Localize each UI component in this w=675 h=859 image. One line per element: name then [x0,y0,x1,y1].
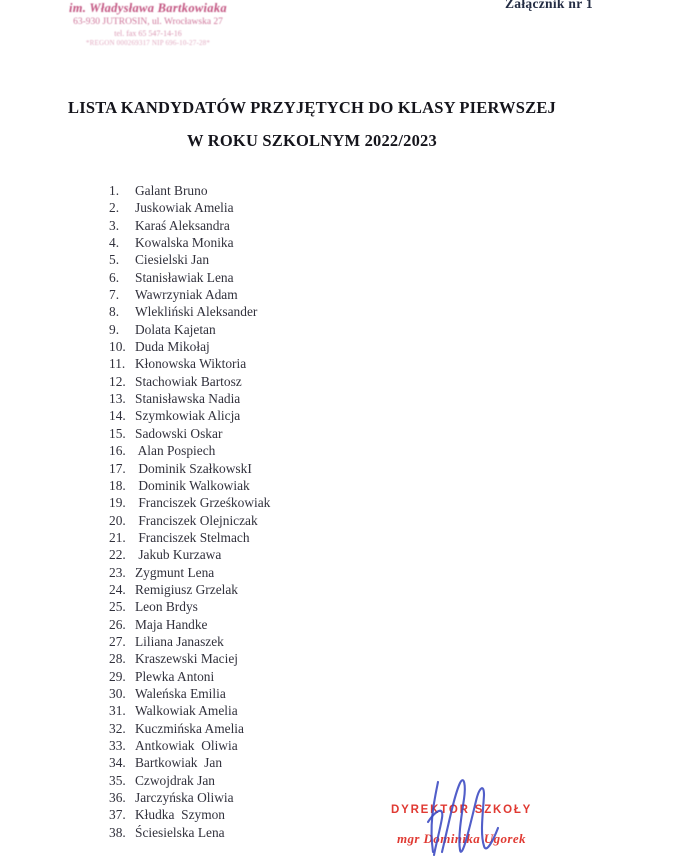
list-item-name: Franciszek Olejniczak [135,512,258,528]
list-item-number: 14. [109,408,126,424]
list-item [109,373,270,390]
list-item-number: 31. [109,703,126,719]
attachment-label: Załącznik nr 1 [505,0,593,11]
handwritten-signature [405,772,515,859]
list-item [109,234,270,251]
list-item-number: 20. [109,512,126,528]
list-item-number: 18. [109,477,126,493]
list-item [109,720,270,737]
list-item-number: 26. [109,616,126,632]
list-item [109,217,270,234]
list-item-name: Karaś Aleksandra [135,217,230,233]
list-item-name: Zygmunt Lena [135,564,215,580]
list-item-name: Ciesielski Jan [135,252,210,268]
list-item-name: Stanisławska Nadia [135,391,241,407]
list-item-number: 25. [109,599,126,615]
list-item-number: 10. [109,339,126,355]
list-item-number: 27. [109,633,126,649]
list-item [109,754,270,771]
list-item-name: Bartkowiak Jan [135,755,223,771]
list-item-number: 12. [109,373,126,389]
list-item [109,668,270,685]
list-item-number: 7. [109,287,120,303]
list-item-name: Kowalska Monika [135,235,234,251]
list-item-number: 19. [109,495,126,511]
document-title-line1: LISTA KANDYDATÓW PRZYJĘTYCH DO KLASY PIERWSZEJ [68,98,556,117]
list-item-name: Dominik SzałkowskI [135,460,252,476]
list-item-name: Wlekliński Aleksander [135,304,258,320]
list-item [109,494,270,511]
list-item [109,199,270,216]
list-item-number: 37. [109,807,126,823]
list-item [109,564,270,581]
list-item [109,685,270,702]
list-item [109,338,270,355]
list-item-number: 32. [109,720,126,736]
list-item-name: Galant Bruno [135,183,208,198]
list-item-number: 29. [109,668,126,684]
list-item-number: 34. [109,755,126,771]
list-item-number: 9. [109,321,120,337]
list-item [109,581,270,598]
school-stamp-phone: tel. fax 65 547-14-16 [114,29,182,39]
list-item-name: Kuczmińska Amelia [135,720,244,736]
list-item [109,251,270,268]
list-item [109,460,270,477]
list-item [109,269,270,286]
list-item-number: 2. [109,200,120,216]
list-item [109,286,270,303]
director-stamp-role: DYREKTOR SZKOŁY [391,804,533,816]
list-item-number: 30. [109,685,126,701]
list-item-name: Remigiusz Grzelak [135,581,238,597]
list-item-number: 16. [109,443,126,459]
director-stamp-name: mgr Dominika Ugorek [397,831,526,846]
document-title-line2: W ROKU SZKOLNYM 2022/2023 [187,131,437,150]
list-item-number: 36. [109,790,126,806]
list-item [109,616,270,633]
list-item-number: 22. [109,547,126,563]
list-item-name: Sadowski Oskar [135,425,223,441]
list-item-number: 13. [109,391,126,407]
list-item-name: Czwojdrak Jan [135,772,215,788]
list-item [109,650,270,667]
list-item-number: 4. [109,235,120,251]
candidate-list [109,182,270,841]
list-item-name: Franciszek Stelmach [135,529,250,545]
list-item [109,442,270,459]
list-item [109,529,270,546]
list-item-number: 11. [109,356,126,372]
document-title [0,91,624,157]
list-item-number: 28. [109,651,126,667]
list-item [109,182,270,199]
list-item-name: Antkowiak Oliwia [135,738,238,753]
list-item-name: Dominik Walkowiak [135,477,250,493]
list-item [109,702,270,719]
list-item [109,806,270,823]
list-item [109,546,270,563]
list-item-number: 1. [109,183,120,198]
list-item-name: Szymkowiak Alicja [135,408,241,424]
list-item-number: 38. [109,824,126,840]
list-item-name: Jarczyńska Oliwia [135,790,234,806]
list-item-name: Maja Handke [135,616,208,632]
list-item-number: 8. [109,304,120,320]
list-item [109,390,270,407]
list-item-name: Plewka Antoni [135,668,215,684]
list-item-name: Alan Pospiech [135,443,216,459]
list-item-name: Jakub Kurzawa [135,547,222,563]
list-item [109,598,270,615]
list-item-name: Waleńska Emilia [135,685,226,701]
list-item-name: Liliana Janaszek [135,633,224,649]
list-item [109,737,270,754]
list-item-name: Kłudka Szymon [135,807,226,823]
list-item [109,321,270,338]
list-item [109,789,270,806]
list-item-name: Juskowiak Amelia [135,200,234,216]
list-item-number: 35. [109,772,126,788]
list-item-name: Dolata Kajetan [135,321,216,337]
list-item-name: Franciszek Grześkowiak [135,495,271,511]
list-item [109,355,270,372]
list-item-name: Walkowiak Amelia [135,703,238,719]
list-item [109,303,270,320]
list-item-name: Ściesielska Lena [135,824,225,840]
list-item-number: 15. [109,425,126,441]
list-item-number: 23. [109,564,126,580]
school-stamp-address: 63-930 JUTROSIN, ul. Wrocławska 27 [73,17,223,28]
list-item-number: 5. [109,252,120,268]
list-item-name: Leon Brdys [135,599,198,615]
list-item-name: Kłonowska Wiktoria [135,356,247,372]
list-item [109,425,270,442]
list-item-number: 17. [109,460,126,476]
list-item-name: Wawrzyniak Adam [135,287,238,303]
school-stamp-regon-nip: *REGON 000269317 NIP 696-10-27-28* [85,39,211,48]
school-stamp-name: im. Władysława Bartkowiaka [69,1,227,15]
list-item-name: Duda Mikołaj [135,339,210,355]
list-item [109,772,270,789]
list-item [109,407,270,424]
list-item [109,477,270,494]
school-stamp [28,1,268,48]
list-item-name: Kraszewski Maciej [135,651,238,667]
list-item-number: 21. [109,529,126,545]
list-item-number: 33. [109,738,126,753]
list-item-name: Stachowiak Bartosz [135,373,242,389]
list-item-number: 24. [109,581,126,597]
list-item-number: 3. [109,217,120,233]
list-item-name: Stanisławiak Lena [135,269,234,285]
list-item [109,512,270,529]
list-item [109,824,270,841]
list-item-number: 6. [109,269,120,285]
list-item [109,633,270,650]
